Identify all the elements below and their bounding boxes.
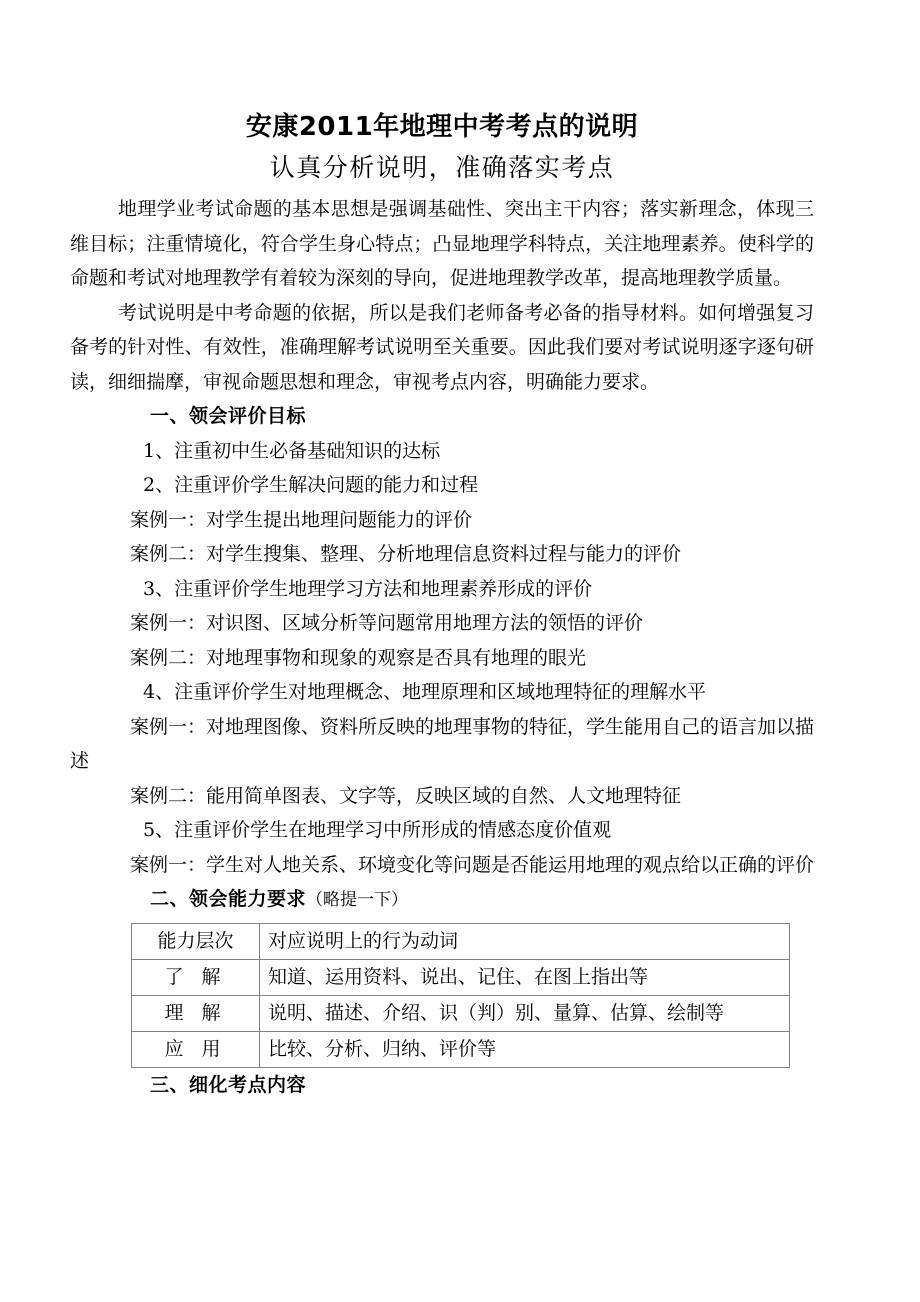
page-subtitle: 认真分析说明，准确落实考点	[269, 153, 615, 182]
list-item: 案例一：对学生提出地理问题能力的评价	[130, 508, 473, 531]
intro-paragraph-1: 地理学业考试命题的基本思想是强调基础性、突出主干内容；落实新理念，体现三维目标；注重情境化，符合学生身心特点；凸显地理学科特点，关注地理素养。使科学的命题和考试对地理教学有着较为深刻的导向，促进地理教学改革，提高地理教学质量。	[70, 198, 814, 289]
intro-paragraph-2: 考试说明是中考命题的依据，所以是我们老师备考必备的指导材料。如何增强复习备考的针对性、有效性，准确理解考试说明至关重要。因此我们要对考试说明逐字逐句研读，细细揣摩，审视命题思想和理念，审视考点内容，明确能力要求。	[70, 301, 814, 393]
list-item: 案例二：对学生搜集、整理、分析地理信息资料过程与能力的评价	[130, 543, 682, 565]
document-content	[70, 0, 814, 1102]
list-item: 案例一：学生对人地关系、环境变化等问题是否能运用地理的观点给以正确的评价	[130, 853, 815, 876]
list-item: 案例二：能用简单图表、文字等，反映区域的自然、人文地理特征	[130, 784, 682, 807]
table-header-level: 能力层次	[132, 923, 260, 959]
table-row	[132, 923, 790, 959]
list-item: 案例一：对识图、区域分析等问题常用地理方法的领悟的评价	[130, 612, 644, 634]
list-item: 4、注重评价学生对地理概念、地理原理和区域地理特征的理解水平	[143, 681, 707, 703]
table-cell-level: 应 用	[132, 1031, 260, 1067]
section-heading-1	[70, 399, 814, 434]
section-heading-2-label: 二、领会能力要求	[150, 888, 307, 910]
section-heading-1-label: 一、领会评价目标	[150, 405, 307, 427]
list-item: 1、注重初中生必备基础知识的达标	[143, 439, 441, 462]
page-title: 安康2011年地理中考考点的说明	[245, 112, 639, 142]
section-heading-2-note: （略提一下）	[306, 890, 409, 910]
table-cell-verbs: 知道、运用资料、说出、记住、在图上指出等	[260, 959, 790, 995]
table-cell-verbs: 比较、分析、归纳、评价等	[260, 1031, 790, 1067]
table-cell-level: 理 解	[132, 995, 260, 1031]
table-row	[132, 1031, 790, 1067]
list-item: 5、注重评价学生在地理学习中所形成的情感态度价值观	[143, 819, 612, 841]
list-item: 案例二：对地理事物和现象的观察是否具有地理的眼光	[130, 646, 587, 669]
capability-requirements-table	[131, 923, 790, 1068]
section-heading-3	[70, 1068, 814, 1103]
list-item: 案例一：对地理图像、资料所反映的地理事物的特征，学生能用自己的语言加以描述	[70, 715, 815, 772]
table-cell-verbs: 说明、描述、介绍、识（判）别、量算、估算、绘制等	[260, 995, 790, 1031]
table-cell-level: 了 解	[132, 959, 260, 995]
list-item: 2、注重评价学生解决问题的能力和过程	[143, 474, 479, 496]
table-row	[132, 995, 790, 1031]
section-heading-2	[70, 882, 814, 918]
table-row	[132, 959, 790, 995]
list-item: 3、注重评价学生地理学习方法和地理素养形成的评价	[143, 577, 593, 600]
table-header-verbs: 对应说明上的行为动词	[260, 923, 790, 959]
section-heading-3-label: 三、细化考点内容	[150, 1073, 307, 1096]
